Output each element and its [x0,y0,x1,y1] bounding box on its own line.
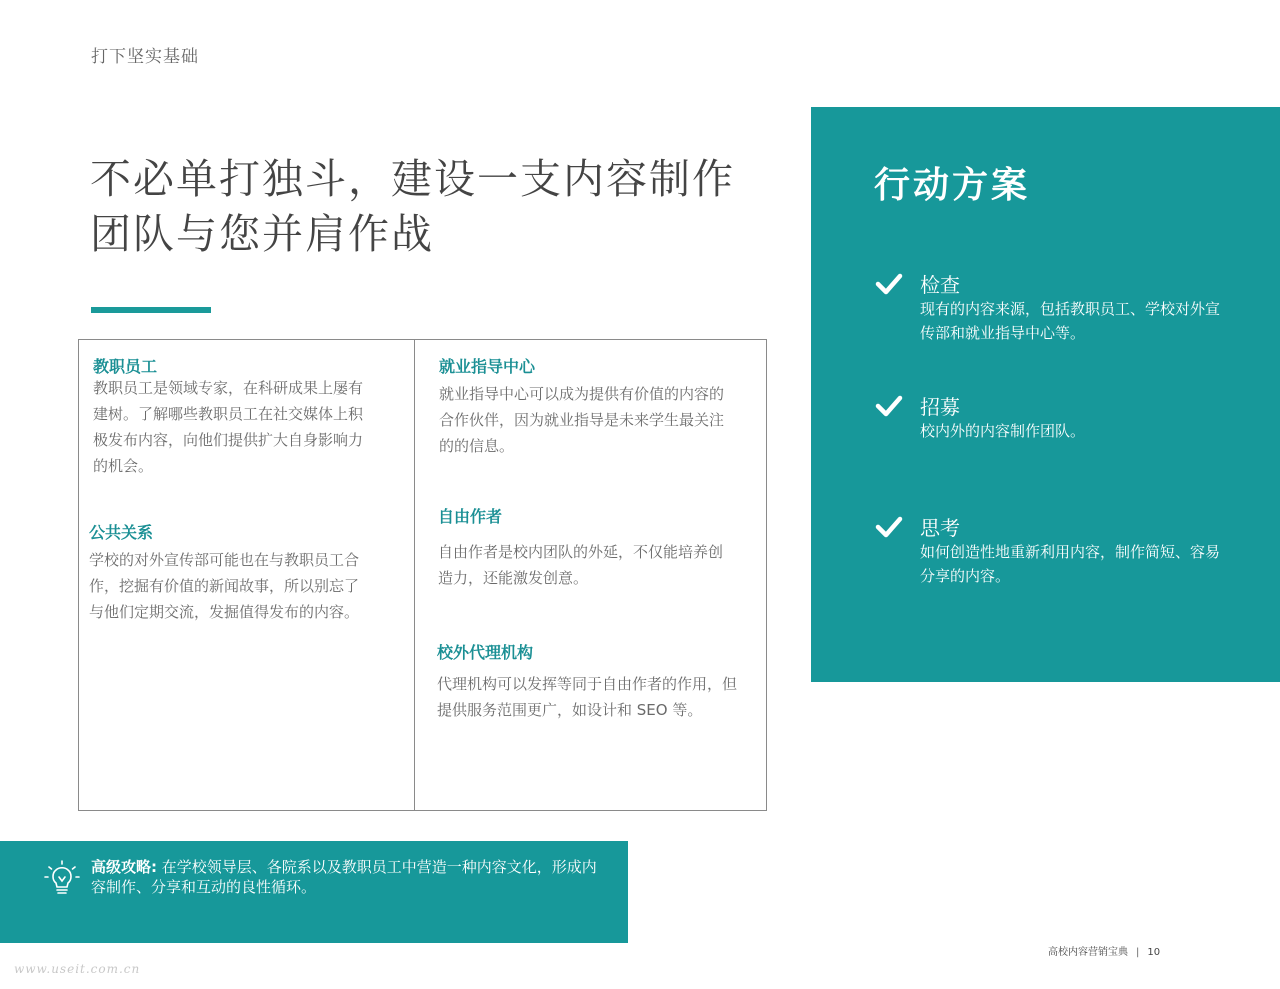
block-body: 就业指导中心可以成为提供有价值的内容的合作伙伴，因为就业指导是未来学生最关注的的信息。 [439,385,725,455]
action-item-title: 招募 [920,395,960,419]
page-title-line-1: 不必单打独斗，建设一支内容制作 [90,155,735,203]
action-item-body: 现有的内容来源，包括教职员工、学校对外宣传部和就业指导中心等。 [920,300,1221,342]
block-career-center [439,354,724,459]
action-plan-title: 行动方案 [874,165,1031,206]
section-label: 打下坚实基础 [91,47,199,67]
block-faculty [93,354,373,479]
footer-doc-title: 高校内容营销宝典 [1048,947,1128,958]
advanced-tip-bar [0,841,628,943]
page-footer [1048,943,1160,958]
action-item-title: 检查 [920,273,960,297]
footer-separator: | [1136,947,1140,958]
title-rule [91,307,211,313]
block-body: 代理机构可以发挥等同于自由作者的作用，但提供服务范围更广，如设计和 SEO 等。 [437,675,738,719]
lightbulb-icon [44,859,80,899]
block-body: 教职员工是领域专家，在科研成果上屡有建树。了解哪些教职员工在社交媒体上积极发布内容，向他们提供扩大自身影响力的机会。 [93,379,364,475]
block-title: 自由作者 [438,507,503,526]
action-plan-panel [811,107,1280,682]
page-title [90,152,780,262]
check-icon [875,395,903,417]
page-title-line-2: 团队与您并肩作战 [90,210,434,258]
block-freelancers [438,504,733,591]
watermark: www.useit.com.cn [14,962,141,976]
block-title: 就业指导中心 [439,357,536,376]
block-title: 公共关系 [89,523,154,542]
action-item-body: 校内外的内容制作团队。 [920,422,1086,440]
check-icon [875,516,903,538]
block-body: 自由作者是校内团队的外延，不仅能培养创造力，还能激发创意。 [438,543,724,587]
tip-text [91,857,601,897]
tip-body: 在学校领导层、各院系以及教职员工中营造一种内容文化，形成内容制作、分享和互动的良性循环。 [91,858,597,896]
tip-label: 高级攻略: [91,858,157,876]
block-body: 学校的对外宣传部可能也在与教职员工合作，挖掘有价值的新闻故事，所以别忘了与他们定期交流，发掘值得发布的内容。 [89,551,360,621]
team-grid-divider [414,339,415,811]
action-item-body: 如何创造性地重新利用内容，制作简短、容易分享的内容。 [920,543,1221,585]
block-title: 校外代理机构 [437,643,534,662]
block-public-relations [89,520,369,625]
block-title: 教职员工 [93,357,158,376]
page-number: 10 [1147,947,1161,958]
action-item-title: 思考 [920,516,960,540]
block-agencies [437,640,747,723]
check-icon [875,273,903,295]
